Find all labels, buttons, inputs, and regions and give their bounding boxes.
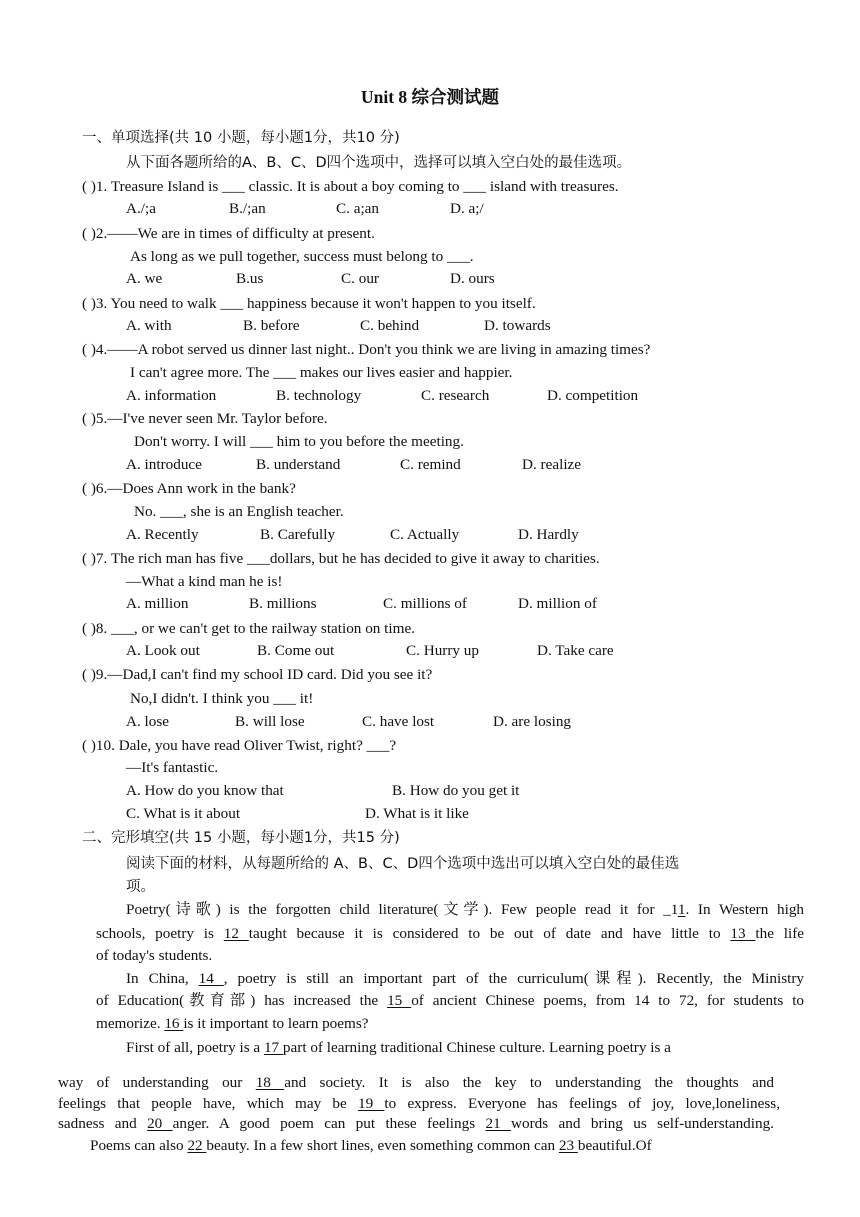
- question-10-option-c: C. What is it about: [126, 805, 241, 822]
- question-10-stem: ( )10. Dale, you have read Oliver Twist, right? ___?: [82, 737, 397, 754]
- question-2-stem: ( )2.——We are in times of difficulty at present.: [82, 225, 375, 242]
- question-8-options: [126, 642, 614, 660]
- question-4-options: [126, 387, 638, 405]
- option-a: A. information: [126, 387, 217, 404]
- question-3-options: [126, 317, 551, 335]
- passage-line-10: sadness and 20 anger. A good poem can put these feelings 21 words and bring us self-understanding.: [58, 1115, 774, 1132]
- question-2-stem2: As long as we pull together, success must belong to ___.: [130, 248, 474, 265]
- blank-12: 12: [223, 925, 249, 942]
- option-c: C. millions of: [383, 595, 467, 612]
- option-a: A. we: [126, 270, 163, 287]
- question-7-stem: ( )7. The rich man has five ___dollars, but he has decided to give it away to charities.: [82, 550, 600, 567]
- page-title: Unit 8 综合测试题: [360, 87, 500, 107]
- question-6-options: [126, 526, 579, 544]
- option-b: B. Carefully: [260, 526, 336, 543]
- blank-13: 13: [730, 925, 756, 942]
- question-5-stem2: Don't worry. I will ___ him to you before the meeting.: [134, 433, 464, 450]
- passage-line-6: memorize. 16 is it important to learn poems?: [96, 1015, 369, 1032]
- blank-23: 23: [558, 1137, 578, 1154]
- option-c: C. remind: [400, 456, 461, 473]
- question-4-stem: ( )4.——A robot served us dinner last night.. Don't you think we are living in amazing times?: [82, 341, 651, 358]
- question-10-option-a: A. How do you know that: [126, 782, 284, 799]
- question-9-options: [126, 713, 571, 731]
- question-9-stem: ( )9.—Dad,I can't find my school ID card. Did you see it?: [82, 666, 433, 683]
- question-4-stem2: I can't agree more. The ___ makes our lives easier and happier.: [130, 364, 513, 381]
- option-b: B.us: [236, 270, 264, 287]
- option-a: A. lose: [126, 713, 170, 730]
- option-c: C. research: [421, 387, 490, 404]
- question-1-stem: ( )1. Treasure Island is ___ classic. It is about a boy coming to ___ island with treasures.: [82, 178, 619, 195]
- option-b: B. understand: [256, 456, 341, 473]
- option-d: D. are losing: [493, 713, 572, 730]
- blank-20: 20: [147, 1115, 173, 1132]
- blank-18: 18: [255, 1074, 285, 1091]
- option-b: B. Come out: [257, 642, 335, 659]
- question-1-options: [126, 200, 484, 218]
- blank-19: 19: [357, 1095, 385, 1112]
- section1-heading: 一、单项选择(共 10 小题，每小题1分，共10 分): [82, 130, 400, 146]
- question-7-options: [126, 595, 597, 613]
- option-d: D. million of: [518, 595, 597, 612]
- option-d: D. towards: [484, 317, 551, 334]
- question-5-options: [126, 456, 581, 474]
- section2-instruction-line2: 项。: [126, 879, 155, 895]
- passage-line-9: feelings that people have, which may be 19 to express. Everyone has feelings of joy, love,loneliness,: [58, 1095, 781, 1112]
- option-d: D. ours: [450, 270, 495, 287]
- option-b: B. technology: [276, 387, 362, 404]
- passage-line-8: way of understanding our 18 and society. It is also the key to understanding the thoughts and: [58, 1074, 775, 1091]
- option-a: A. million: [126, 595, 189, 612]
- passage-line-4: In China, 14 , poetry is still an important part of the curriculum(课程). Recently, the Ministry: [126, 970, 804, 987]
- question-10-option-b: B. How do you get it: [392, 782, 520, 799]
- blank-14: 14: [198, 970, 224, 987]
- question-8-stem: ( )8. ___, or we can't get to the railway station on time.: [82, 620, 415, 637]
- question-5-stem: ( )5.—I've never seen Mr. Taylor before.: [82, 410, 328, 427]
- option-a: A. Look out: [126, 642, 200, 659]
- passage-line-11: Poems can also 22 beauty. In a few short lines, even something common can 23 beautiful.Of: [90, 1137, 652, 1154]
- blank-22: 22: [187, 1137, 207, 1154]
- option-b: B. before: [243, 317, 300, 334]
- option-d: D. Take care: [537, 642, 614, 659]
- option-a: A./;a: [126, 200, 156, 217]
- option-c: C. a;an: [336, 200, 380, 217]
- section2-heading: 二、完形填空(共 15 小题，每小题1分，共15 分): [82, 830, 400, 846]
- option-d: D. realize: [522, 456, 582, 473]
- question-9-stem2: No,I didn't. I think you ___ it!: [130, 690, 314, 707]
- passage-line-5: of Education(教育部) has increased the 15 of ancient Chinese poems, from 14 to 72, for students to: [96, 992, 805, 1009]
- passage-line-7: First of all, poetry is a 17 part of learning traditional Chinese culture. Learning poetry is a: [126, 1039, 671, 1056]
- option-d: D. a;/: [450, 200, 484, 217]
- option-a: A. with: [126, 317, 172, 334]
- question-3-stem: ( )3. You need to walk ___ happiness because it won't happen to you itself.: [82, 295, 536, 312]
- blank-17: 17: [263, 1039, 283, 1056]
- option-c: C. our: [341, 270, 379, 287]
- blank-15: 15: [387, 992, 412, 1009]
- blank-21: 21: [485, 1115, 512, 1132]
- passage-line-2: schools, poetry is 12 taught because it is considered to be out of date and have little to 13 the life: [96, 925, 805, 942]
- option-a: A. Recently: [126, 526, 199, 543]
- question-6-stem2: No. ___, she is an English teacher.: [134, 503, 344, 520]
- option-b: B. will lose: [235, 713, 305, 730]
- question-7-stem2: —What a kind man he is!: [126, 573, 283, 590]
- passage-line-1: Poetry(诗歌) is the forgotten child literature(文学). Few people read it for _11. In Western high: [126, 901, 805, 918]
- option-c: C. have lost: [362, 713, 435, 730]
- option-d: D. Hardly: [518, 526, 579, 543]
- option-a: A. introduce: [126, 456, 202, 473]
- blank-11: 1: [677, 901, 686, 918]
- question-2-options: [126, 270, 495, 288]
- option-b: B. millions: [249, 595, 317, 612]
- option-c: C. Actually: [390, 526, 460, 543]
- question-10-stem2: —It's fantastic.: [126, 759, 219, 776]
- section1-instruction: 从下面各题所给的A、B、C、D四个选项中，选择可以填入空白处的最佳选项。: [126, 155, 632, 171]
- option-c: C. Hurry up: [406, 642, 479, 659]
- blank-16: 16: [164, 1015, 184, 1032]
- option-d: D. competition: [547, 387, 639, 404]
- option-c: C. behind: [360, 317, 420, 334]
- option-b: B./;an: [229, 200, 266, 217]
- question-6-stem: ( )6.—Does Ann work in the bank?: [82, 480, 296, 497]
- passage-line-3: of today's students.: [96, 947, 213, 964]
- section2-instruction-line1: 阅读下面的材料，从每题所给的 A、B、C、D四个选项中选出可以填入空白处的最佳选: [126, 856, 680, 872]
- question-10-option-d: D. What is it like: [365, 805, 469, 822]
